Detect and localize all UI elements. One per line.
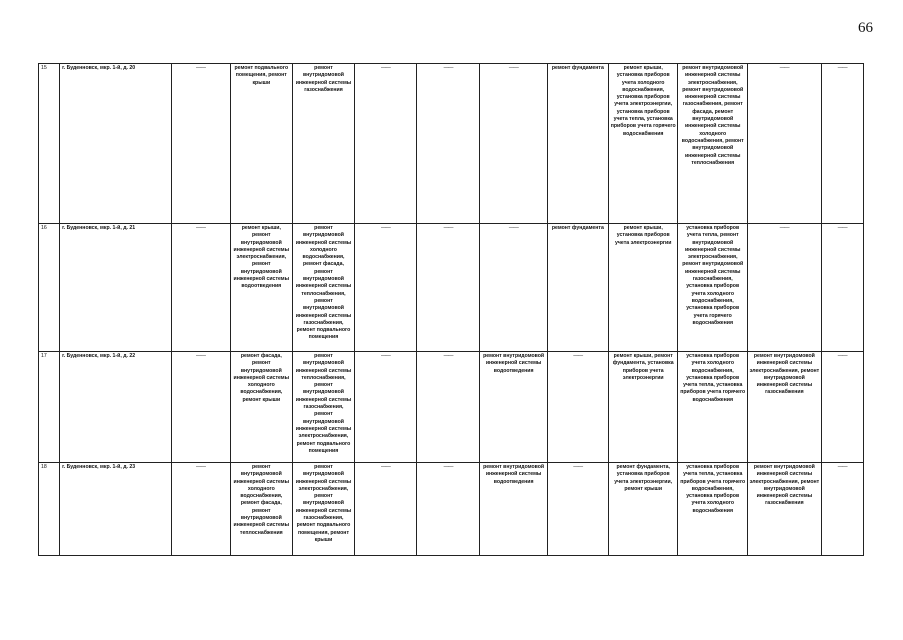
work-cell: ремонт внутридомовой инженерной системы электроснабжения, ремонт внутридомовой инженерной системы газоснабжения, ремонт фасада, ремонт внутридомовой инженерной системы холодного водоснабжения, ремонт внутридомовой инженерной системы теплоснабжения — [678, 64, 748, 224]
work-cell: ремонт крыши, ремонт внутридомовой инженерной системы электроснабжения, ремонт внутридомовой инженерной системы водоотведения — [230, 224, 292, 352]
house-address: г. Буденновск, мкр. 1-й, д. 23 — [60, 463, 172, 556]
work-cell: ремонт фундамента — [547, 64, 608, 224]
house-address: г. Буденновск, мкр. 1-й, д. 20 — [60, 64, 172, 224]
work-cell: ремонт внутридомовой инженерной системы водоотведения — [480, 463, 547, 556]
work-cell: ремонт крыши, ремонт фундамента, установка приборов учета электроэнергии — [608, 352, 678, 463]
row-number: 18 — [39, 463, 60, 556]
work-cell: ремонт внутридомовой инженерной системы холодного водоснабжения, ремонт фасада, ремонт внутридомовой инженерной системы теплоснабжения, ремонт внутридомовой инженерной системы газоснабжения, ремонт подвального помещения — [292, 224, 354, 352]
work-cell: —— — [171, 463, 230, 556]
work-cell: ремонт внутридомовой инженерной системы водоотведения — [480, 352, 547, 463]
work-cell: —— — [547, 463, 608, 556]
work-cell: —— — [821, 64, 863, 224]
work-cell: —— — [355, 463, 417, 556]
work-cell: установка приборов учета тепла, ремонт внутридомовой инженерной системы электроснабжения, ремонт внутридомовой инженерной системы газоснабжения, установка приборов учета холодного водоснабжения, установка приборов учета горячего водоснабжения — [678, 224, 748, 352]
work-cell: —— — [480, 64, 547, 224]
house-address: г. Буденновск, мкр. 1-й, д. 21 — [60, 224, 172, 352]
table-row — [39, 463, 864, 556]
work-cell: ремонт внутридомовой инженерной системы электроснабжения, ремонт внутридомовой инженерной системы газоснабжения — [748, 352, 822, 463]
work-cell: ремонт внутридомовой инженерной системы электроснабжения, ремонт внутридомовой инженерной системы газоснабжения, ремонт подвального помещения, ремонт крыши — [292, 463, 354, 556]
page-number: 66 — [858, 20, 873, 36]
table-row — [39, 64, 864, 224]
work-cell: ремонт крыши, установка приборов учета холодного водоснабжения, установка приборов учета электроэнергии, установка приборов учета тепла, установка приборов учета горячего водоснабжения — [608, 64, 678, 224]
row-number: 15 — [39, 64, 60, 224]
work-cell: —— — [355, 224, 417, 352]
table-row — [39, 352, 864, 463]
work-cell: ремонт крыши, установка приборов учета электроэнергии — [608, 224, 678, 352]
work-cell: ремонт подвального помещения, ремонт крыши — [230, 64, 292, 224]
work-cell: —— — [417, 224, 480, 352]
row-number: 17 — [39, 352, 60, 463]
work-cell: —— — [355, 352, 417, 463]
work-cell: —— — [821, 352, 863, 463]
work-cell: ремонт внутридомовой инженерной системы газоснабжения — [292, 64, 354, 224]
work-cell: —— — [748, 64, 822, 224]
table-row — [39, 224, 864, 352]
work-cell: —— — [748, 224, 822, 352]
work-cell: —— — [171, 224, 230, 352]
work-cell: ремонт внутридомовой инженерной системы холодного водоснабжения, ремонт фасада, ремонт внутридомовой инженерной системы теплоснабжения — [230, 463, 292, 556]
work-cell: —— — [417, 463, 480, 556]
work-cell: ремонт внутридомовой инженерной системы теплоснабжения, ремонт внутридомовой инженерной системы газоснабжения, ремонт внутридомовой инженерной системы электроснабжения, ремонт подвального помещения — [292, 352, 354, 463]
work-cell: —— — [417, 64, 480, 224]
work-cell: —— — [821, 463, 863, 556]
work-cell: —— — [547, 352, 608, 463]
work-cell: —— — [171, 64, 230, 224]
work-cell: ремонт внутридомовой инженерной системы электроснабжения, ремонт внутридомовой инженерной системы газоснабжения — [748, 463, 822, 556]
work-cell: ремонт фундамента — [547, 224, 608, 352]
work-cell: установка приборов учета холодного водоснабжения, установка приборов учета тепла, установка приборов учета горячего водоснабжения — [678, 352, 748, 463]
house-address: г. Буденновск, мкр. 1-й, д. 22 — [60, 352, 172, 463]
row-number: 16 — [39, 224, 60, 352]
work-cell: установка приборов учета тепла, установка приборов учета горячего водоснабжения, установка приборов учета холодного водоснабжения — [678, 463, 748, 556]
work-cell: —— — [171, 352, 230, 463]
repair-schedule-table — [38, 63, 864, 556]
work-cell: ремонт фасада, ремонт внутридомовой инженерной системы холодного водоснабжения, ремонт крыши — [230, 352, 292, 463]
work-cell: —— — [355, 64, 417, 224]
work-cell: —— — [417, 352, 480, 463]
work-cell: ремонт фундамента, установка приборов учета электроэнергии, ремонт крыши — [608, 463, 678, 556]
work-cell: —— — [821, 224, 863, 352]
work-cell: —— — [480, 224, 547, 352]
